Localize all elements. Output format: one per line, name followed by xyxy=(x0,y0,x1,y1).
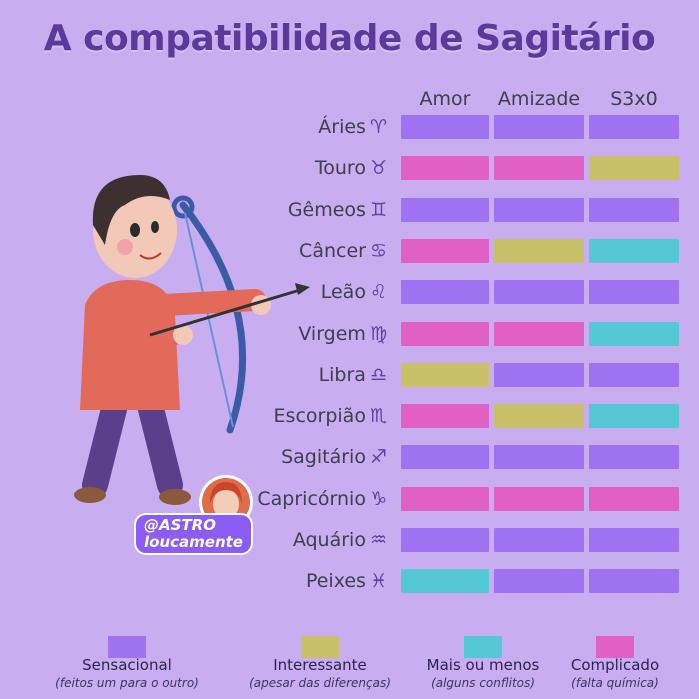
legend-label: Sensacional xyxy=(82,656,172,674)
sign-name: Capricórnio xyxy=(257,487,366,510)
column-header-0: Amor xyxy=(419,88,471,110)
rating-cell xyxy=(494,115,584,139)
rating-cell xyxy=(401,115,489,139)
page-title: A compatibilidade de Sagitário xyxy=(43,18,656,59)
rating-cell xyxy=(494,363,584,387)
legend-swatch-sensacional xyxy=(108,636,146,658)
rating-cell xyxy=(589,239,679,263)
row-label xyxy=(318,114,387,140)
zodiac-symbol-icon: ♐ xyxy=(369,446,387,469)
rating-cell xyxy=(401,322,489,346)
rating-cell xyxy=(589,115,679,139)
rating-cell xyxy=(401,404,489,428)
rating-cell xyxy=(589,569,679,593)
legend-label: Mais ou menos xyxy=(426,656,540,674)
zodiac-symbol-icon: ♓ xyxy=(369,570,387,593)
legend-subtitle: (apesar das diferenças) xyxy=(249,676,391,690)
zodiac-symbol-icon: ♊ xyxy=(369,198,387,221)
row-label xyxy=(299,238,387,264)
row-label xyxy=(257,486,387,512)
sign-name: Leão xyxy=(320,281,366,304)
row-label xyxy=(298,321,387,347)
rating-cell xyxy=(589,198,679,222)
zodiac-symbol-icon: ♍ xyxy=(369,322,387,345)
row-label xyxy=(293,527,387,553)
rating-cell xyxy=(494,404,584,428)
zodiac-symbol-icon: ♉ xyxy=(369,157,387,180)
legend-subtitle: (falta química) xyxy=(571,676,659,690)
column-header-2: S3x0 xyxy=(610,88,658,110)
archer-illustration xyxy=(55,155,315,515)
row-label xyxy=(306,568,387,594)
column-header-1: Amizade xyxy=(497,88,581,110)
rating-cell xyxy=(401,445,489,469)
row-label xyxy=(274,403,387,429)
sign-name: Câncer xyxy=(299,239,366,262)
sign-name: Gêmeos xyxy=(287,198,366,221)
row-label xyxy=(288,197,387,223)
legend-label: Interessante xyxy=(273,656,367,674)
row-label xyxy=(319,362,387,388)
rating-cell xyxy=(589,487,679,511)
brand-handle xyxy=(136,515,251,553)
sign-name: Libra xyxy=(318,363,366,386)
rating-cell xyxy=(401,569,489,593)
sign-name: Touro xyxy=(314,157,366,180)
brand-handle-line2: loucamente xyxy=(144,533,243,551)
sign-name: Sagitário xyxy=(281,446,366,469)
rating-cell xyxy=(494,239,584,263)
sign-name: Escorpião xyxy=(273,405,366,428)
legend-swatch-interessante xyxy=(301,636,339,658)
rating-cell xyxy=(401,528,489,552)
sign-name: Aquário xyxy=(292,529,366,551)
rating-cell xyxy=(494,487,584,511)
rating-cell xyxy=(494,198,584,222)
rating-cell xyxy=(401,280,489,304)
rating-cell xyxy=(589,445,679,469)
rating-cell xyxy=(401,198,489,222)
rating-cell xyxy=(589,280,679,304)
rating-cell xyxy=(494,528,584,552)
rating-cell xyxy=(589,528,679,552)
rating-cell xyxy=(401,156,489,180)
rating-cell xyxy=(589,363,679,387)
rating-cell xyxy=(589,156,679,180)
sign-name: Áries xyxy=(318,116,366,138)
zodiac-symbol-icon: ♋ xyxy=(369,239,387,262)
rating-cell xyxy=(494,280,584,304)
rating-cell xyxy=(401,487,489,511)
rating-cell xyxy=(494,445,584,469)
rating-cell xyxy=(494,156,584,180)
row-label xyxy=(281,444,387,470)
legend-subtitle: (feitos um para o outro) xyxy=(55,676,199,690)
rating-cell xyxy=(494,322,584,346)
legend-subtitle: (alguns conflitos) xyxy=(431,676,535,690)
legend-swatch-mais_ou_menos xyxy=(464,636,502,658)
legend-label: Complicado xyxy=(570,656,660,674)
sign-name: Virgem xyxy=(298,322,366,345)
row-label xyxy=(315,155,387,181)
rating-cell xyxy=(494,569,584,593)
rating-cell xyxy=(589,322,679,346)
row-label xyxy=(321,279,387,305)
rating-cell xyxy=(401,363,489,387)
zodiac-symbol-icon: ♌ xyxy=(369,281,387,304)
zodiac-symbol-icon: ♎ xyxy=(369,363,387,386)
rating-cell xyxy=(401,239,489,263)
zodiac-symbol-icon: ♏ xyxy=(369,405,387,428)
zodiac-symbol-icon: ♑ xyxy=(369,487,387,510)
sign-name: Peixes xyxy=(305,570,366,593)
zodiac-symbol-icon: ♒ xyxy=(369,529,387,551)
rating-cell xyxy=(589,404,679,428)
brand-handle-line1: @ASTRO xyxy=(144,516,216,534)
legend-swatch-complicado xyxy=(596,636,634,658)
zodiac-symbol-icon: ♈ xyxy=(369,116,387,138)
